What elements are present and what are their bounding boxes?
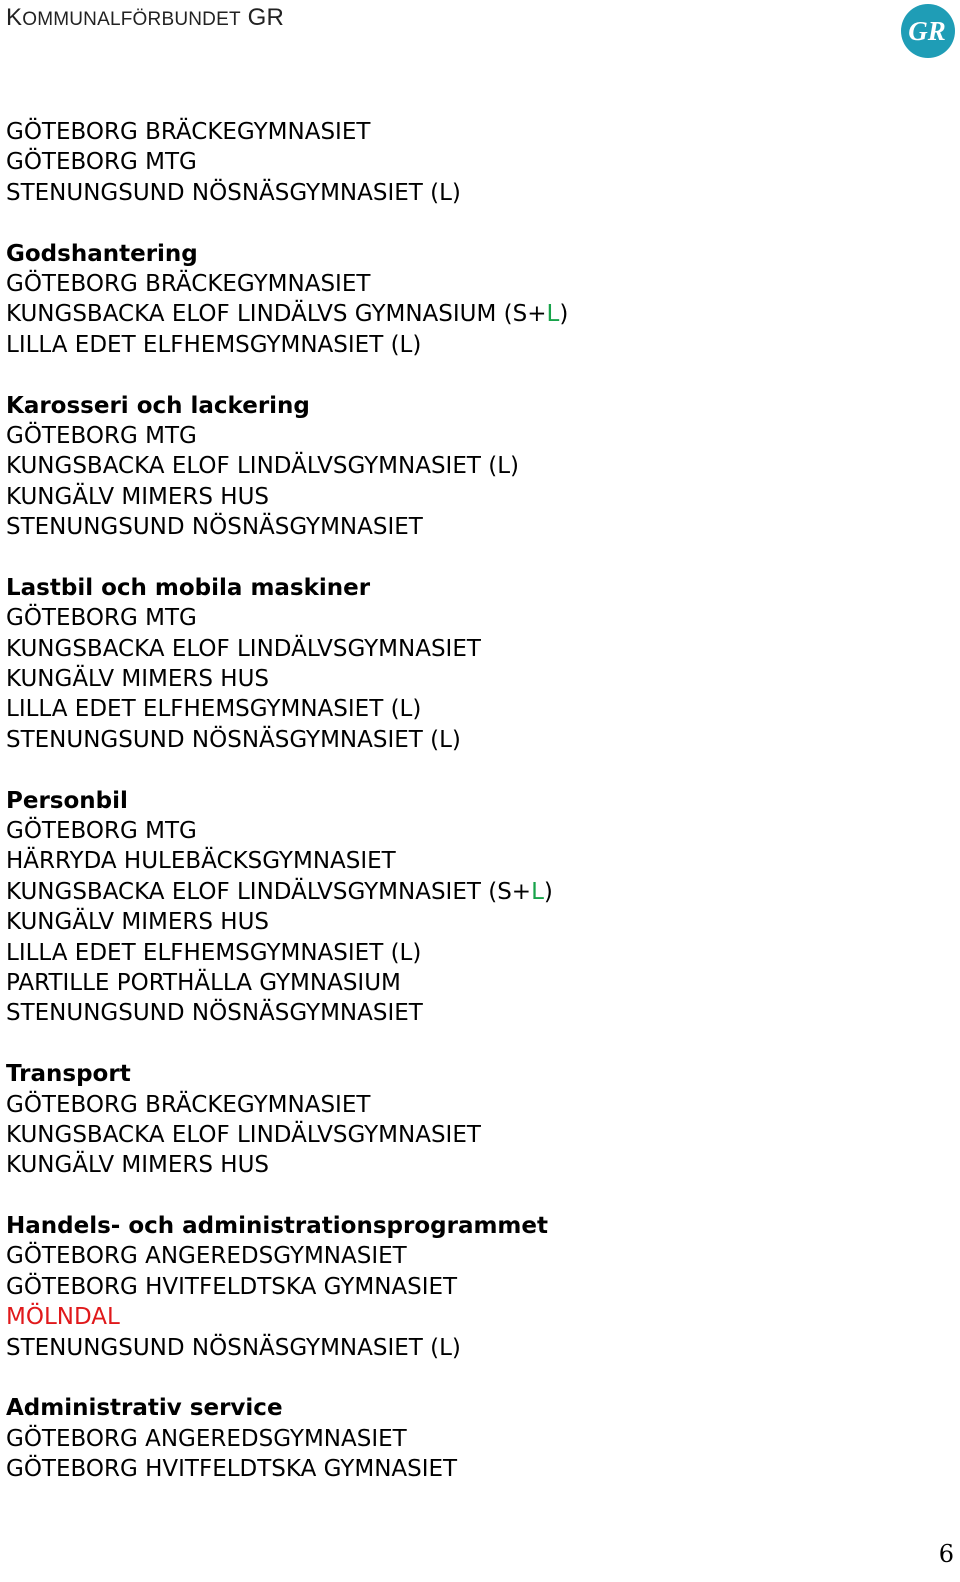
program-school-list xyxy=(6,117,946,1485)
entry-text: Karosseri och lackering xyxy=(6,392,310,419)
section-gap xyxy=(6,542,946,572)
school-entry xyxy=(6,1333,946,1363)
program-heading xyxy=(6,786,946,816)
school-entry xyxy=(6,664,946,694)
entry-text: STENUNGSUND NÖSNÄSGYMNASIET xyxy=(6,1000,423,1027)
entry-text: GÖTEBORG BRÄCKEGYMNASIET xyxy=(6,1091,371,1118)
org-initial: K xyxy=(6,4,23,31)
school-entry xyxy=(6,877,946,907)
entry-text: PARTILLE PORTHÄLLA GYMNASIUM xyxy=(6,969,401,996)
entry-text: KUNGSBACKA ELOF LINDÄLVSGYMNASIET (L) xyxy=(6,453,519,480)
section-gap xyxy=(6,1363,946,1393)
school-entry xyxy=(6,451,946,481)
school-entry xyxy=(6,998,946,1028)
entry-text: STENUNGSUND NÖSNÄSGYMNASIET (L) xyxy=(6,179,461,206)
school-entry xyxy=(6,694,946,724)
school-entry xyxy=(6,299,946,329)
section-gap xyxy=(6,360,946,390)
entry-text: STENUNGSUND NÖSNÄSGYMNASIET (L) xyxy=(6,1334,461,1361)
entry-text: KUNGSBACKA ELOF LINDÄLVSGYMNASIET (S+ xyxy=(6,878,532,905)
entry-text: KUNGÄLV MIMERS HUS xyxy=(6,1152,270,1179)
program-heading xyxy=(6,1211,946,1241)
section-gap xyxy=(6,208,946,238)
school-entry xyxy=(6,725,946,755)
school-entry xyxy=(6,178,946,208)
section-gap xyxy=(6,1181,946,1211)
school-entry xyxy=(6,1454,946,1484)
school-entry xyxy=(6,1241,946,1271)
entry-text: GÖTEBORG HVITFELDTSKA GYMNASIET xyxy=(6,1456,458,1483)
entry-text: Handels- och administrationsprogrammet xyxy=(6,1213,548,1240)
entry-text: GÖTEBORG MTG xyxy=(6,605,197,632)
entry-text: STENUNGSUND NÖSNÄSGYMNASIET xyxy=(6,514,423,541)
school-entry xyxy=(6,603,946,633)
logo-text: GR xyxy=(908,16,946,46)
section-gap xyxy=(6,1029,946,1059)
entry-text: Lastbil och mobila maskiner xyxy=(6,574,371,601)
school-entry xyxy=(6,147,946,177)
page-number: 6 xyxy=(938,1540,954,1568)
school-entry xyxy=(6,968,946,998)
entry-text: GÖTEBORG MTG xyxy=(6,422,197,449)
gr-logo-icon xyxy=(900,3,956,59)
entry-text: Personbil xyxy=(6,787,128,814)
entry-text: HÄRRYDA HULEBÄCKSGYMNASIET xyxy=(6,848,396,875)
org-suffix: GR xyxy=(247,4,285,31)
entry-text: GÖTEBORG BRÄCKEGYMNASIET xyxy=(6,270,371,297)
entry-text: GÖTEBORG MTG xyxy=(6,149,197,176)
program-heading xyxy=(6,573,946,603)
school-entry xyxy=(6,117,946,147)
entry-text: KUNGSBACKA ELOF LINDÄLVSGYMNASIET xyxy=(6,635,481,662)
entry-text: Transport xyxy=(6,1061,131,1088)
entry-text: LILLA EDET ELFHEMSGYMNASIET (L) xyxy=(6,696,422,723)
entry-text: Godshantering xyxy=(6,240,198,267)
entry-text: GÖTEBORG BRÄCKEGYMNASIET xyxy=(6,119,371,145)
school-entry xyxy=(6,1090,946,1120)
program-heading xyxy=(6,1059,946,1089)
entry-text: STENUNGSUND NÖSNÄSGYMNASIET (L) xyxy=(6,726,461,753)
school-entry xyxy=(6,938,946,968)
program-heading xyxy=(6,239,946,269)
entry-text: Administrativ service xyxy=(6,1395,283,1422)
school-entry xyxy=(6,1272,946,1302)
school-entry xyxy=(6,816,946,846)
entry-text-tail: ) xyxy=(543,878,553,905)
entry-text: KUNGÄLV MIMERS HUS xyxy=(6,483,270,510)
program-heading xyxy=(6,1393,946,1423)
entry-text: GÖTEBORG ANGEREDSGYMNASIET xyxy=(6,1425,407,1452)
school-entry xyxy=(6,846,946,876)
entry-text: GÖTEBORG HVITFELDTSKA GYMNASIET xyxy=(6,1273,458,1300)
entry-text: LILLA EDET ELFHEMSGYMNASIET (L) xyxy=(6,939,422,966)
green-mark: L xyxy=(531,878,544,905)
school-entry xyxy=(6,1150,946,1180)
school-entry xyxy=(6,907,946,937)
school-entry xyxy=(6,1424,946,1454)
school-entry xyxy=(6,421,946,451)
org-name-rest: OMMUNALFÖRBUNDET xyxy=(22,9,241,30)
school-entry xyxy=(6,1302,946,1332)
entry-text: KUNGSBACKA ELOF LINDÄLVSGYMNASIET xyxy=(6,1121,481,1148)
section-gap xyxy=(6,755,946,785)
entry-text: MÖLNDAL xyxy=(6,1304,120,1331)
organization-name xyxy=(6,4,284,32)
green-mark: L xyxy=(546,301,560,328)
entry-text: KUNGSBACKA ELOF LINDÄLVS GYMNASIUM (S+ xyxy=(6,301,547,328)
program-heading xyxy=(6,391,946,421)
entry-text: KUNGÄLV MIMERS HUS xyxy=(6,909,270,936)
entry-text: GÖTEBORG MTG xyxy=(6,817,197,844)
entry-text-tail: ) xyxy=(559,301,569,328)
school-entry xyxy=(6,634,946,664)
school-entry xyxy=(6,1120,946,1150)
entry-text: GÖTEBORG ANGEREDSGYMNASIET xyxy=(6,1243,407,1270)
school-entry xyxy=(6,482,946,512)
school-entry xyxy=(6,269,946,299)
entry-text: LILLA EDET ELFHEMSGYMNASIET (L) xyxy=(6,331,422,358)
entry-text: KUNGÄLV MIMERS HUS xyxy=(6,666,270,693)
school-entry xyxy=(6,330,946,360)
school-entry xyxy=(6,512,946,542)
